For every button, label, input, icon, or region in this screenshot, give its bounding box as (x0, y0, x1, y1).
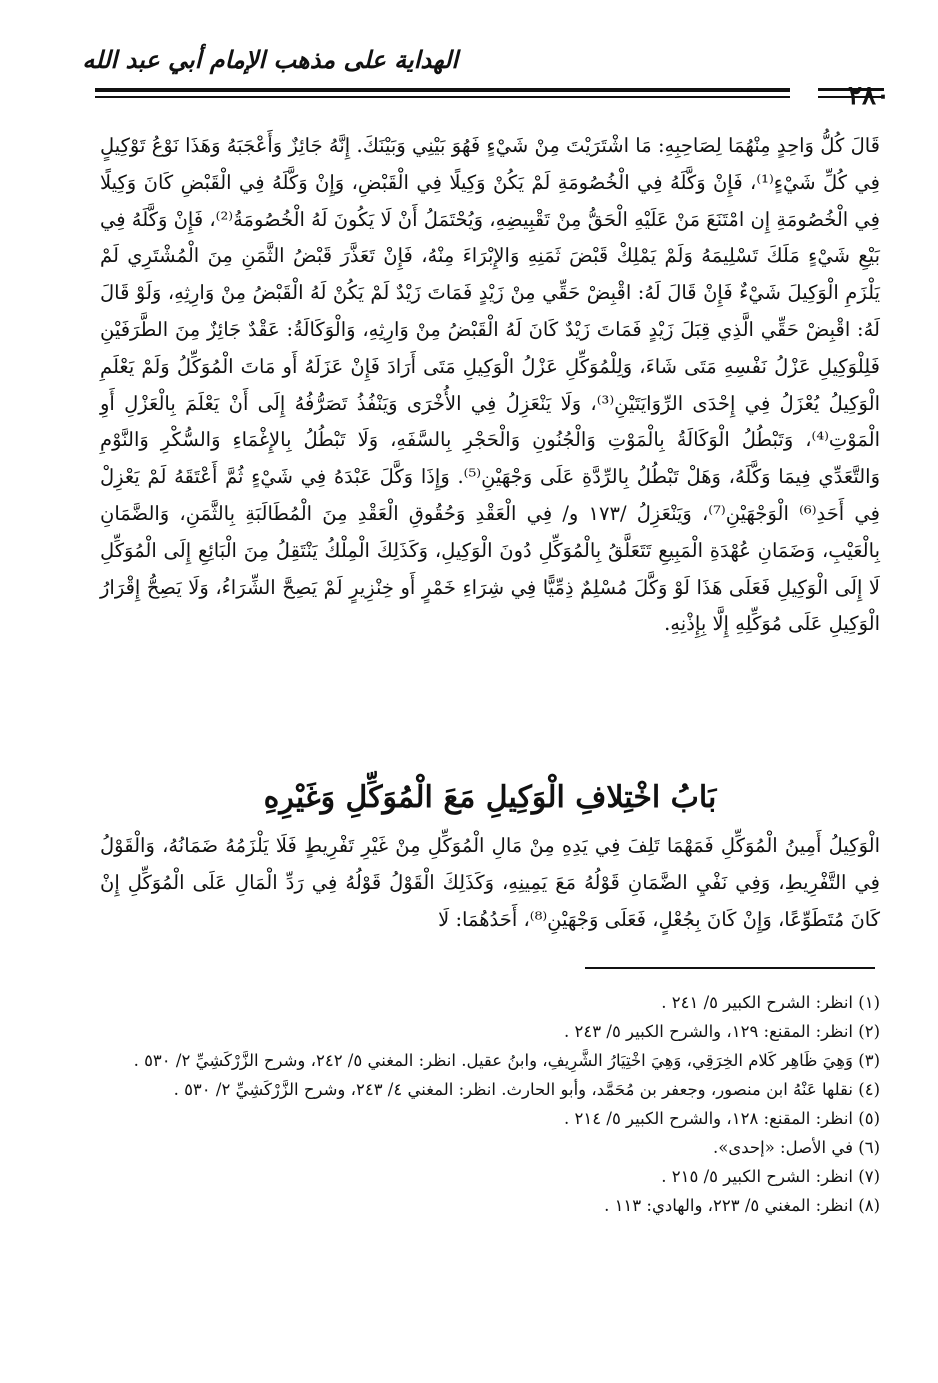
footnote: (٨) انظر: المغني ٥/ ٢٢٣، والهادي: ١١٣ . (604, 1196, 880, 1215)
footnote: (٦) في الأصل: «إحدى». (713, 1138, 880, 1157)
footnote: (٢) انظر: المقنع: ١٢٩، والشرح الكبير ٥/ ٢٤٣ . (564, 1022, 880, 1041)
running-title: الهداية على مذهب الإمام أبي عبد الله (82, 45, 458, 74)
footnote: (٧) انظر: الشرح الكبير ٥/ ٢١٥ . (661, 1167, 880, 1186)
footnote: (٥) انظر: المقنع: ١٢٨، والشرح الكبير ٥/ ٢١٤ . (564, 1109, 880, 1128)
chapter-title: بَابُ اخْتِلافِ الْوَكِيلِ مَعَ الْمُوَكِّلِ وَغَيْرِهِ (263, 780, 717, 815)
footnotes (100, 988, 880, 1220)
main-paragraph: قَالَ كُلُّ وَاحِدٍ مِنْهُمَا لِصَاحِبِهِ: مَا اشْتَرَيْتَ مِنْ شَيْءٍ فَهُوَ بَيْنِي وَبَيْنَكَ. إِنَّهُ جَائِزٌ وَأَعْجَبَهُ وَهَذَا نَوْعُ تَوْكِيلٍ فِي كُلِّ شَيْءٍ⁽¹⁾، فَإِنْ وَكَّلَهُ فِي الْخُصُومَةِ لَمْ يَكُنْ وَكِيلًا فِي الْقَبْضِ، وَإِنْ وَكَّلَهُ فِي الْقَبْضِ كَانَ وَكِيلًا فِي الْخُصُومَةِ إِن امْتَنَعَ مَنْ عَلَيْهِ الْحَقُّ مِنْ تَقْبِيضِهِ، وَيُحْتَمَلُ أَنْ لَا يَكُونَ لَهُ الْخُصُومَةُ⁽²⁾، فَإِنْ وَكَّلَهُ فِي بَيْعِ شَيْءٍ مَلَكَ تَسْلِيمَهُ وَلَمْ يَمْلِكْ قَبْضَ ثَمَنِهِ وَالإِبْرَاءَ مِنْهُ، فَإِنْ تَعَذَّرَ قَبْضُ الثَّمَنِ مِنَ الْمُشْتَرِي لَمْ يَلْزَمِ الْوَكِيلَ شَيْءٌ فَإِنْ قَالَ لَهُ: اقْبِضْ حَقِّي مِنْ زَيْدٍ فَمَاتَ زَيْدٌ لَمْ يَكُنْ لَهُ الْقَبْضُ مِنْ وَارِثِهِ، وَلَوْ قَالَ لَهُ: اقْبِضْ حَقِّي الَّذِي قِبَلَ زَيْدٍ فَمَاتَ زَيْدٌ كَانَ لَهُ الْقَبْضُ مِنْ وَارِثِهِ، وَالْوَكَالَةُ: عَقْدٌ جَائِزٌ مِنَ الطَّرَفَيْنِ فَلِلْوَكِيلِ عَزْلُ نَفْسِهِ مَتَى شَاءَ، وَلِلْمُوَكِّلِ عَزْلُ الْوَكِيلِ مَتَى أَرَادَ فَإِنْ عَزَلَهُ أَو مَاتَ الْمُوَكِّلُ وَلَمْ يَعْلَمِ الْوَكِيلُ يُعْزَلُ فِي إِحْدَى الرِّوَايَتَيْنِ⁽³⁾، وَلَا يَنْعَزِلُ فِي الأُخْرَى وَيَنْفُذُ تَصَرُّفُهُ إِلَى أَنْ يَعْلَمَ بِالْعَزْلِ أَوِ الْمَوْتِ⁽⁴⁾، وَتَبْطُلُ الْوَكَالَةُ بِالْمَوْتِ وَالْجُنُونِ وَالْحَجْرِ بِالسَّفَهِ، وَلَا تَبْطُلُ بِالإِغْمَاءِ وَالسُّكْرِ وَالنَّوْمِ وَالتَّعَدِّي فِيمَا وَكَّلَهُ، وَهَلْ تَبْطُلُ بِالرِّدَّةِ عَلَى وَجْهَيْنِ⁽⁵⁾. وَإِذَا وَكَّلَ عَبْدَهُ فِي شَيْءٍ ثُمَّ أَعْتَقَهُ لَمْ يَعْزِلْ فِي أَحَدِ⁽⁶⁾ الْوَجْهَيْنِ⁽⁷⁾، وَيَنْعَزِلُ /١٧٣ و/ فِي الْعَقْدِ وَحُقُوقِ الْعَقْدِ مِنَ الْمُطَالَبَةِ بِالثَّمَنِ، وَالضَّمَانِ بِالْعَيْبِ، وَضَمَانِ عُهْدَةِ الْمَبِيعِ تَتَعَلَّقُ بِالْمُوَكِّلِ دُونَ الْوَكِيلِ، وَكَذَلِكَ الْمِلْكُ يَنْتَقِلُ مِنَ الْبَائِعِ إِلَى الْمُوَكِّلِ لَا إِلَى الْوَكِيلِ فَعَلَى هَذَا لَوْ وَكَّلَ مُسْلِمٌ ذِمِّيًّا فِي شِرَاءِ خَمْرٍ أَو خِنْزِيرٍ لَمْ يَصِحَّ الشِّرَاءُ، وَلَا يَصِحُّ إِقْرَارُ الْوَكِيلِ عَلَى مُوَكِّلِهِ إِلَّا بِإِذْنِهِ. (100, 134, 881, 636)
main-text (100, 128, 880, 643)
footnote-separator (585, 967, 875, 969)
chapter-text (100, 828, 880, 938)
header-rule-top (95, 88, 790, 92)
header-rule-bottom (95, 96, 790, 98)
footnote: (٤) نقلها عَنْهُ ابن منصور، وجعفر بن مُحَمَّد، وأبو الحارث. انظر: المغني ٤/ ٢٤٣، وشرح الزَّرْكَشِيِّ ٢/ ٥٣٠ . (173, 1080, 880, 1099)
page-number: ٢٨٠ (848, 81, 890, 111)
chapter-paragraph: الْوَكِيلُ أَمِينُ الْمُوَكِّلِ فَمَهْمَا تَلِفَ فِي يَدِهِ مِنْ مَالِ الْمُوَكِّلِ مِنْ غَيْرِ تَفْرِيطٍ فَلَا يَلْزَمُهُ ضَمَانُهُ، وَالْقَوْلُ فِي التَّفْرِيطِ، وَفِي نَفْيِ الضَّمَانِ قَوْلُهُ مَعَ يَمِينِهِ، وَكَذَلِكَ الْقَوْلُ قَوْلُهُ فِي رَدِّ الْمَالِ عَلَى الْمُوَكِّلِ إِنْ كَانَ مُتَطَوِّعًا، وَإِنْ كَانَ بِجُعْلٍ، فَعَلَى وَجْهَيْنِ⁽⁸⁾، أَحَدُهُمَا: لَا (100, 834, 880, 931)
footnote: (١) انظر: الشرح الكبير ٥/ ٢٤١ . (661, 993, 880, 1012)
footnote: (٣) وَهِيَ ظَاهِر كَلام الخِرَقِي، وَهِيَ اخْتِيَارُ الشَّرِيفِ، وابنُ عقيل. انظر: المغني ٥/ ٢٤٢، وشرح الزَّرْكَشِيِّ ٢/ ٥٣٠ . (133, 1051, 880, 1070)
